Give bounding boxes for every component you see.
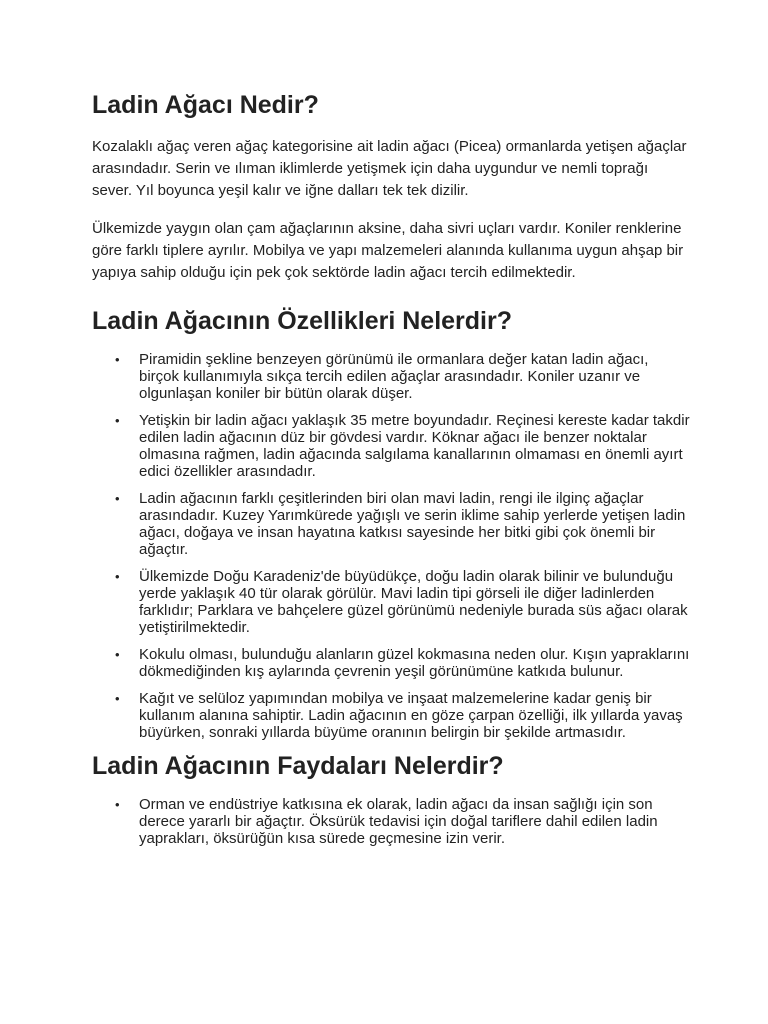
list-item <box>92 490 692 558</box>
bullet-glyph: • <box>115 647 120 662</box>
list-item-text: Ladin ağacının farklı çeşitlerinden biri olan mavi ladin, rengi ile ilginç ağaçlar arasındadır. Kuzey Yarımkürede yağışlı ve serin iklime sahip yerlerde yetişen ladin ağacı, doğaya ve insan hayatına katkısı sayesinde her bitki gibi çok önemli bir ağaçtır. <box>139 490 686 558</box>
list-item <box>92 568 692 636</box>
paragraph-comparison: Ülkemizde yaygın olan çam ağaçlarının aksine, daha sivri uçları vardır. Koniler renklerine göre farklı tiplere ayrılır. Mobilya ve yapı malzemeleri alanında kullanıma uygun ahşap bir yapıya sahip olduğu için pek çok sektörde ladin ağacı tercih edilmektedir. <box>92 220 684 281</box>
bullet-glyph: • <box>115 569 120 584</box>
benefits-list <box>92 796 692 847</box>
list-item <box>92 690 692 741</box>
bullet-glyph: • <box>115 491 120 506</box>
list-item-text: Yetişkin bir ladin ağacı yaklaşık 35 metre boyundadır. Reçinesi kereste kadar takdir edilen ladin ağacının düz bir gövdesi vardır. Köknar ağacı ile benzer noktalar olmasına rağmen, ladin ağacında salgılama kanallarının olmaması en önemli ayırt edici özellikler arasındadır. <box>139 412 690 480</box>
features-list <box>92 351 692 741</box>
list-item <box>92 796 692 847</box>
list-item-text: Piramidin şekline benzeyen görünümü ile ormanlara değer katan ladin ağacı, birçok kullanımıyla sıkça tercih edilen ağaçlar arasındadır. Koniler uzanır ve olgunlaşan koniler bir bütün olarak düşer. <box>139 351 649 402</box>
list-item <box>92 351 692 402</box>
list-item-text: Orman ve endüstriye katkısına ek olarak, ladin ağacı da insan sağlığı için son derece yararlı bir ağaçtır. Öksürük tedavisi için doğal tariflere dahil edilen ladin yaprakları, öksürüğün kısa sürede geçmesine izin verir. <box>139 796 658 847</box>
heading-ladin-agaci-nedir: Ladin Ağacı Nedir? <box>92 91 319 119</box>
list-item-text: Kağıt ve selüloz yapımından mobilya ve inşaat malzemelerine kadar geniş bir kullanım alanına sahiptir. Ladin ağacının en göze çarpan özelliği, ilk yıllarda yavaş büyürken, sonraki yıllarda büyüme oranının belirgin bir şekilde artmasıdır. <box>139 690 683 741</box>
heading-faydalari: Ladin Ağacının Faydaları Nelerdir? <box>92 752 504 780</box>
bullet-glyph: • <box>115 797 120 812</box>
bullet-glyph: • <box>115 413 120 428</box>
paragraph-intro: Kozalaklı ağaç veren ağaç kategorisine ait ladin ağacı (Picea) ormanlarda yetişen ağaçlar arasındadır. Serin ve ılıman iklimlerde yetişmek için daha uygundur ve nemli toprağı sever. Yıl boyunca yeşil kalır ve iğne dalları tek tek dizilir. <box>92 138 687 199</box>
document-page <box>92 90 692 847</box>
list-item <box>92 412 692 480</box>
list-item-text: Ülkemizde Doğu Karadeniz'de büyüdükçe, doğu ladin olarak bilinir ve bulunduğu yerde yaklaşık 40 tür olarak görülür. Mavi ladin tipi görseli ile diğer ladinlerden farklıdır; Parklara ve bahçelere güzel görünümü nedeniyle burada süs ağacı olarak yetiştirilmektedir. <box>139 568 688 636</box>
list-item <box>92 646 692 680</box>
bullet-glyph: • <box>115 691 120 706</box>
bullet-glyph: • <box>115 352 120 367</box>
heading-ozellikleri: Ladin Ağacının Özellikleri Nelerdir? <box>92 307 513 335</box>
list-item-text: Kokulu olması, bulunduğu alanların güzel kokmasına neden olur. Kışın yapraklarını dökmediğinden kış aylarında çevrenin yeşil görünümüne katkıda bulunur. <box>139 646 690 680</box>
